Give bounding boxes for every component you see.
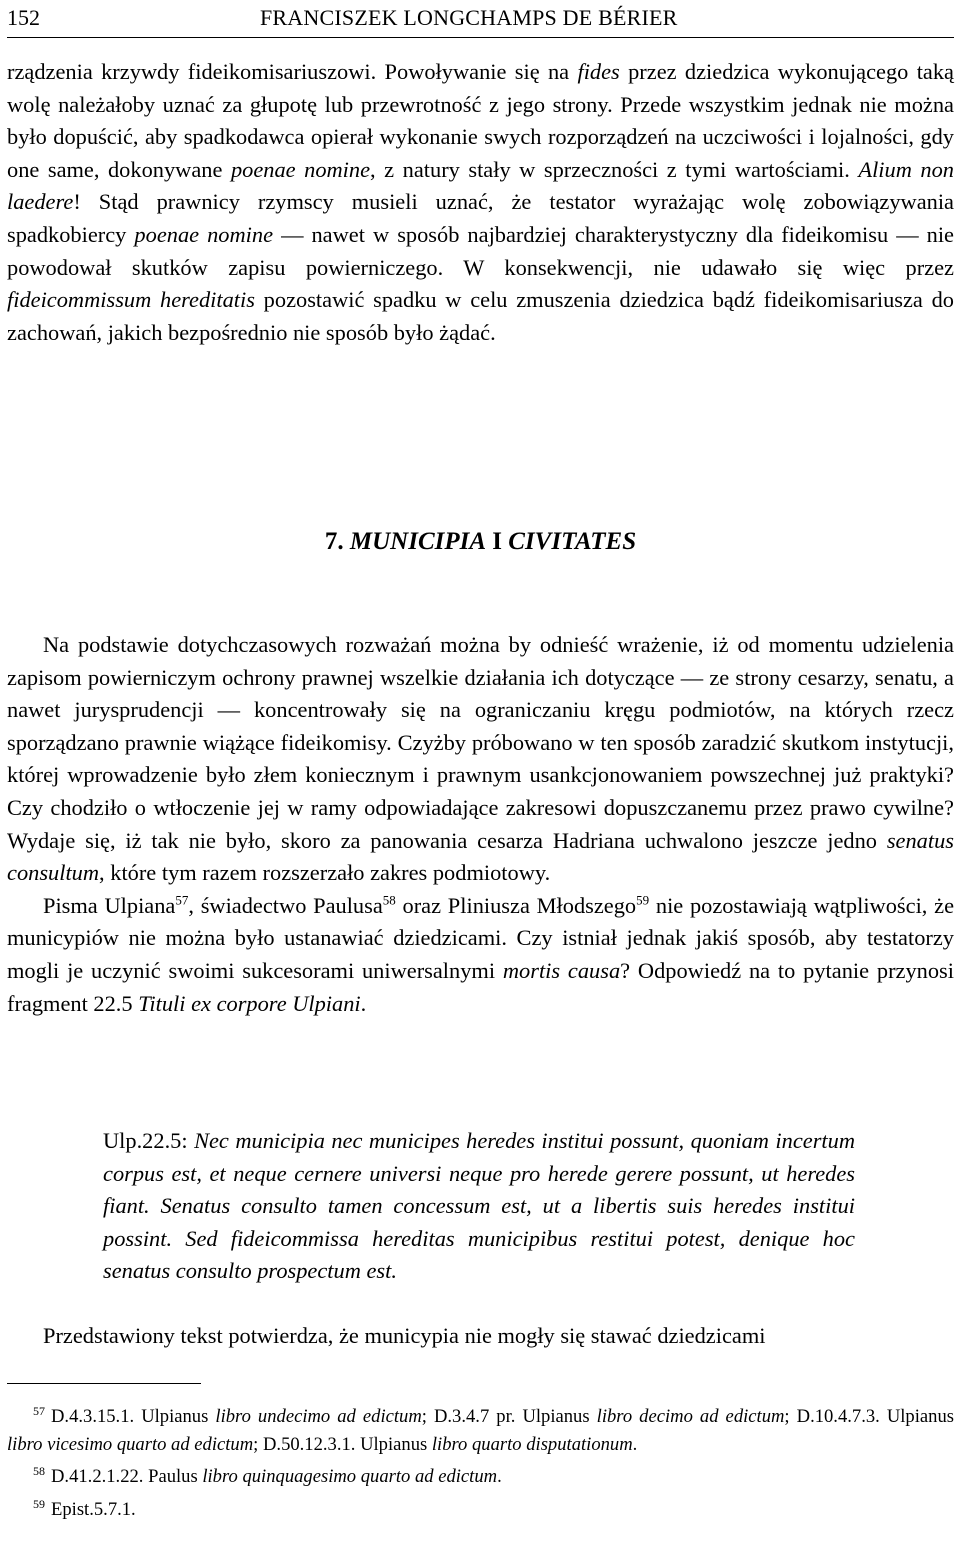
running-title: FRANCISZEK LONGCHAMPS DE BÉRIER	[260, 5, 678, 30]
text-run: pozostawić spadku w celu zmuszenia dziedzica bądź fideikomisariusza do zachowań, jakich bezpośrednio nie sposób było żądać.	[7, 287, 954, 345]
paragraph-continued	[7, 56, 954, 349]
section-title-part: CIVITATES	[508, 528, 637, 555]
footnote-rule	[7, 1383, 201, 1384]
text-run: ; D.10.4.7.3. Ulpianus	[784, 1406, 954, 1428]
latin-term: senatus consultum	[7, 827, 954, 886]
text-run: nie pozostawiają wątpliwości, że municypiów nie można było ustanawiać dziedzicami. Czy istniał jednak jakiś sposób, aby testatorzy mogli je uczynić swoimi sukcesorami uniwersalnymi	[7, 892, 955, 983]
latin-term: mortis causa	[502, 957, 621, 983]
footnote-number: 57	[33, 1404, 45, 1418]
latin-term: poenae nomine	[230, 156, 371, 182]
text-run: Pisma Ulpiana	[43, 892, 176, 918]
footnote-ref[interactable]: 58	[382, 892, 396, 908]
footnote-ref[interactable]: 59	[636, 892, 650, 908]
text-run: .	[497, 1466, 502, 1488]
text-run: Epist.5.7.1.	[51, 1499, 136, 1521]
paragraph	[7, 56, 954, 349]
footnote	[7, 1398, 954, 1458]
text-run: rządzenia krzywdy fideikomisariuszowi. Powoływanie się na	[7, 59, 578, 84]
footnote	[7, 1458, 954, 1491]
text-run: ! Stąd prawnicy rzymscy musieli uznać, że testator wyrażając wolę zobowiązywania spadkobiercy	[7, 189, 954, 247]
latin-term: libro quarto disputationum	[431, 1433, 633, 1455]
text-run: D.41.2.1.22. Paulus	[51, 1466, 203, 1488]
text-run: oraz Pliniusza Młodszego	[395, 892, 637, 918]
section-title-conjunction: I	[492, 528, 503, 555]
text-run: ; D.50.12.3.1. Ulpianus	[253, 1433, 432, 1455]
page-header	[7, 3, 954, 37]
section-title-part: MUNICIPIA	[349, 528, 487, 555]
latin-term: libro decimo ad edictum	[596, 1406, 785, 1428]
closing-line: Przedstawiony tekst potwierdza, że municypia nie mogły się stawać dziedzicami	[43, 1323, 766, 1348]
text-run: D.4.3.15.1. Ulpianus	[51, 1406, 216, 1428]
header-rule	[7, 37, 954, 38]
quote-text: Nec municipia nec municipes heredes institui possunt, quoniam incertum corpus est, et neque cernere universi neque pro herede gerere possunt, ut heredes fiant. Senatus consulto tamen concessum est, ut a libertis suis heredes institui possint. Sed fideicommissa hereditas municipibus restitui potest, denique hoc senatus consulto prospectum est.	[103, 1128, 856, 1284]
latin-term: poenae nomine	[134, 221, 274, 247]
text-run: przez dziedzica wykonującego taką wolę należałoby uznać za głupotę lub przewrotność z jego strony. Przede wszystkim jednak nie można było dopuścić, aby spadkodawca opierał wykonanie swych rozporządzeń na uczciwości i lojalności, gdy one same, dokonywane	[7, 59, 954, 182]
text-run: , z natury stały w sprzeczności z tymi wartościami.	[370, 156, 859, 182]
footnote-ref[interactable]: 57	[175, 892, 189, 908]
text-run: , które tym razem rozszerzało zakres podmiotowy.	[99, 860, 551, 886]
footnotes	[7, 1398, 954, 1524]
latin-term: libro vicesimo quarto ad edictum	[7, 1433, 254, 1455]
footnote	[7, 1491, 954, 1524]
text-run: Na podstawie dotychczasowych rozważań można by odnieść wrażenie, iż od momentu udzielenia zapisom powierniczym ochrony prawnej wszelkie działania ich dotyczące — ze strony cesarzy, senatu, a nawet jurysprudencji — koncentrowały się na ograniczaniu kręgu podmiotów, na których rzecz sporządzano prawnie wiążące fideikomisy. Czyżby próbowano w ten sposób zaradzić skutkom instytucji, której wprowadzenie było złem koniecznym i prawnym usankcjonowaniem powszechnej już praktyki? Czy chodziło o wtłoczenie jej w ramy odpowiadające zakresowi dopuszczanemu przez prawo cywilne? Wydaje się, iż tak nie było, skoro za panowania cesarza Hadriana uchwalono jeszcze jedno	[7, 632, 954, 853]
footnote-number: 59	[33, 1496, 45, 1511]
quote-source: Ulp.22.5:	[103, 1128, 195, 1153]
text-run: .	[360, 990, 367, 1016]
section-body	[7, 629, 954, 1020]
text-run: — nawet w sposób najbardziej charakterystyczny dla fideikomisu — nie powodował skutków zapisu powierniczego. W konsekwencji, nie udawało się więc przez	[7, 221, 954, 280]
paragraph	[7, 629, 954, 890]
text-run: .	[632, 1433, 638, 1455]
text-run: ; D.3.4.7 pr. Ulpianus	[421, 1406, 597, 1428]
latin-term: libro quinquagesimo quarto ad edictum	[202, 1466, 498, 1488]
text-run: , świadectwo Paulusa	[188, 892, 383, 918]
latin-term: Tituli ex corpore Ulpiani	[138, 990, 361, 1016]
section-number: 7.	[324, 528, 344, 555]
page-number: 152	[7, 5, 40, 30]
section-heading	[7, 528, 954, 556]
latin-term: libro undecimo ad edictum	[215, 1406, 422, 1428]
latin-term: fides	[577, 59, 620, 84]
block-quote	[103, 1125, 855, 1288]
latin-term: fideicommissum hereditatis	[7, 287, 255, 313]
paragraph	[7, 890, 954, 1020]
footnote-number: 58	[33, 1464, 45, 1479]
latin-term: Alium non laedere	[7, 156, 955, 215]
text-run: ? Odpowiedź na to pytanie przynosi fragment 22.5	[7, 957, 954, 1016]
